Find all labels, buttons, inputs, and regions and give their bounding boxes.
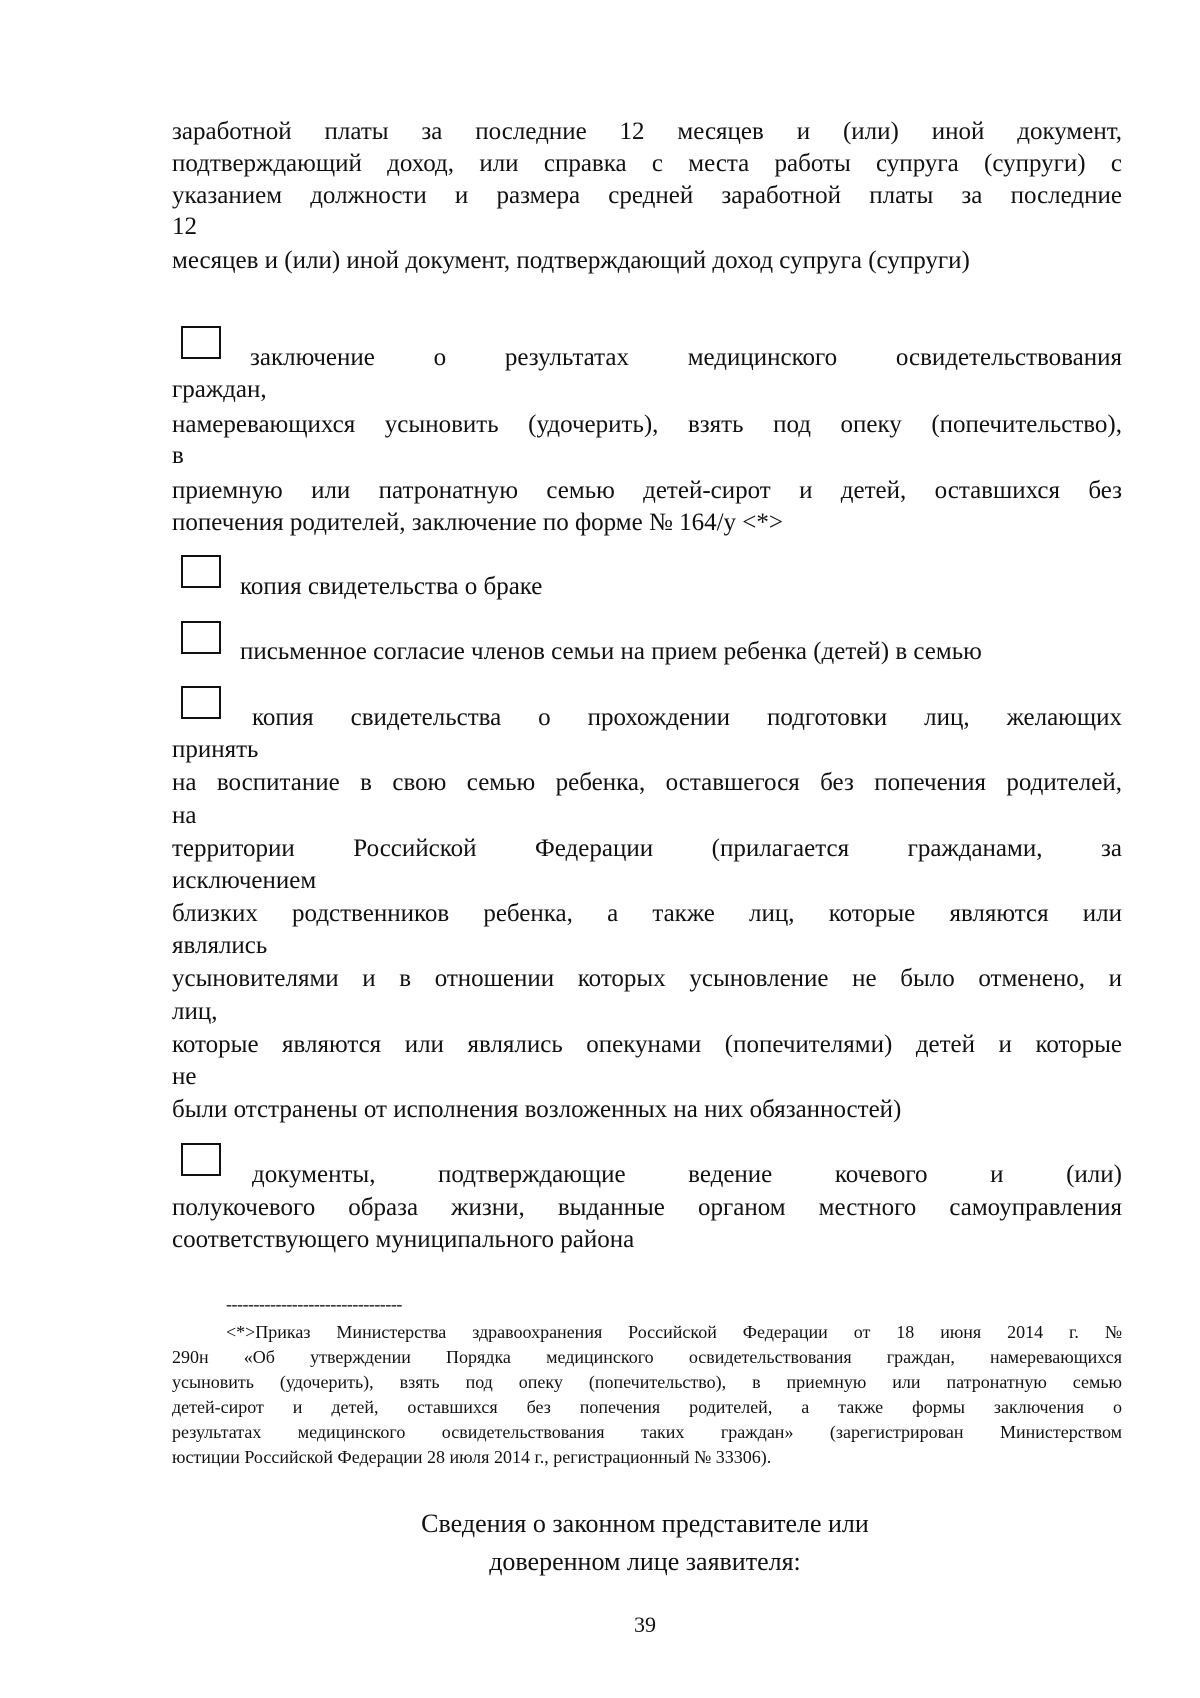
footnote-line: юстиции Российской Федерации 28 июля 2014 г., регистрационный № 33306). [172,1447,772,1467]
paragraph-line: указанием должности и размера средней заработной платы за последние [172,182,1122,209]
section-heading-line: Сведения о законном представителе или [421,1509,869,1538]
item-medical-conclusion-line: в [172,442,184,469]
item-medical-conclusion-line: попечения родителей, заключение по форме № 164/у <*> [172,509,783,536]
item-training-certificate-line: на воспитание в свою семью ребенка, оставшегося без попечения родителей, [172,769,1122,796]
item-nomadic-lifestyle-line: документы, подтверждающие ведение кочевого и (или) [252,1161,1122,1188]
item-training-certificate-line: лиц, [172,998,218,1025]
footnote-line: 290н «Об утверждении Порядка медицинского освидетельствования граждан, намеревающихся [172,1347,1122,1367]
checkbox-nomadic-lifestyle[interactable] [181,1143,221,1176]
section-heading-line: доверенном лице заявителя: [489,1547,801,1576]
item-training-certificate-line: близких родственников ребенка, а также лиц, которые являются или [172,900,1122,927]
checkbox-training-certificate[interactable] [181,686,221,719]
checkbox-family-consent[interactable] [181,621,221,654]
item-training-certificate-line: территории Российской Федерации (прилагается гражданами, за [172,835,1122,862]
item-medical-conclusion-line: приемную или патронатную семью детей-сирот и детей, оставшихся без [172,477,1122,504]
item-nomadic-lifestyle-line: полукочевого образа жизни, выданные органом местного самоуправления [172,1194,1122,1221]
paragraph-line: заработной платы за последние 12 месяцев и (или) иной документ, [172,118,1122,145]
paragraph-line: подтверждающий доход, или справка с места работы супруга (супруги) с [172,150,1122,177]
item-medical-conclusion-line: граждан, [172,376,267,403]
item-training-certificate-line: исключением [172,867,317,894]
item-training-certificate-line: не [172,1063,197,1090]
item-training-certificate-line: копия свидетельства о прохождении подготовки лиц, желающих [252,704,1122,731]
item-medical-conclusion-line: намеревающихся усыновить (удочерить), взять под опеку (попечительство), [172,411,1122,438]
page-number: 39 [634,1612,656,1637]
checkbox-medical-conclusion[interactable] [181,326,221,359]
footnote-line: результатах медицинского освидетельствования таких граждан» (зарегистрирован Министерством [172,1422,1122,1442]
item-family-consent-line: письменное согласие членов семьи на прием ребенка (детей) в семью [240,638,982,665]
checkbox-marriage-certificate[interactable] [181,555,221,588]
item-training-certificate-line: которые являются или являлись опекунами (попечителями) детей и которые [172,1031,1122,1058]
item-training-certificate-line: на [172,802,197,829]
paragraph-line: 12 [172,213,197,240]
item-nomadic-lifestyle-line: соответствующего муниципального района [172,1226,635,1253]
item-training-certificate-line: являлись [172,932,268,959]
item-training-certificate-line: были отстранены от исполнения возложенных на них обязанностей) [172,1096,902,1123]
item-training-certificate-line: усыновителями и в отношении которых усыновление не было отменено, и [172,965,1122,992]
footnote-separator: -------------------------------- [226,1294,402,1314]
footnote-line: детей-сирот и детей, оставшихся без попечения родителей, а также формы заключения о [172,1397,1122,1417]
footnote-line: <*>Приказ Министерства здравоохранения Российской Федерации от 18 июня 2014 г. № [226,1322,1122,1342]
paragraph-line: месяцев и (или) иной документ, подтверждающий доход супруга (супруги) [172,247,970,274]
footnote-line: усыновить (удочерить), взять под опеку (попечительство), в приемную или патронатную семью [172,1372,1122,1392]
item-training-certificate-line: принять [172,736,259,763]
item-marriage-certificate-line: копия свидетельства о браке [240,573,543,600]
item-medical-conclusion-line: заключение о результатах медицинского освидетельствования [250,344,1122,371]
